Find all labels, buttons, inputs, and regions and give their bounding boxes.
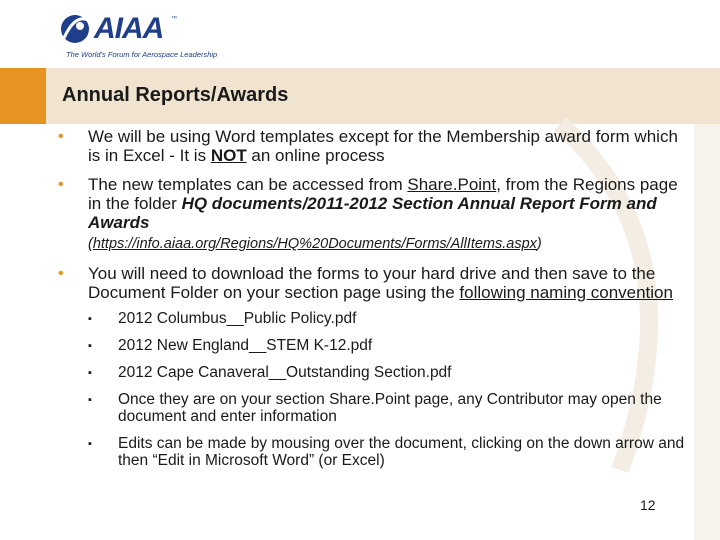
bullet-text: , from the Regions page in the folder [88, 175, 678, 213]
page-number: 12 [640, 497, 656, 513]
square-bullet-icon: ▪ [88, 313, 92, 325]
sharepoint-url-link[interactable]: https://info.aiaa.org/Regions/HQ%20Documents/Forms/AllItems.aspx [92, 236, 537, 252]
bullet-sharepoint [58, 175, 688, 254]
square-bullet-icon: ▪ [88, 394, 92, 406]
bullet-text: You will need to download the forms to your hard drive and then save to the Document Folder on your section page using the [88, 264, 656, 302]
title-band [46, 68, 720, 124]
list-item [58, 391, 688, 425]
list-item-text: 2012 New England__STEM K-12.pdf [118, 337, 373, 354]
slide-content [58, 127, 688, 479]
paren-open: ( [88, 236, 93, 252]
list-item-text: Edits can be made by mousing over the document, clicking on the down arrow and then “Edit in Microsoft Word” (or Excel) [118, 435, 685, 469]
bullet-text: The new templates can be accessed from [88, 175, 408, 194]
folder-path: HQ documents/2011-2012 Section Annual Report Form and Awards [88, 194, 657, 232]
bullet-text: We will be using Word templates except for the Membership award form which is in Excel - It is [88, 127, 678, 165]
naming-list [58, 310, 688, 469]
list-item [58, 435, 688, 469]
list-item-text: 2012 Cape Canaveral__Outstanding Section.pdf [118, 364, 452, 381]
square-bullet-icon: ▪ [88, 367, 92, 379]
logo-swoosh-icon [58, 12, 92, 46]
paren-close: ) [536, 236, 542, 252]
aiaa-logo [58, 10, 218, 59]
list-item [58, 337, 688, 354]
bullet-templates [58, 127, 688, 165]
logo-tagline: The World's Forum for Aerospace Leadership [66, 50, 218, 59]
list-item-text: 2012 Columbus__Public Policy.pdf [118, 310, 357, 327]
bullet-text: an online process [246, 146, 385, 165]
list-item-text: Once they are on your section Share.Point page, any Contributor may open the document and enter information [118, 391, 662, 425]
square-bullet-icon: ▪ [88, 438, 92, 450]
bullet-dot-icon: • [58, 265, 64, 282]
emphasis-not: NOT [210, 146, 247, 165]
decorative-strip [694, 124, 720, 540]
slide-title: Annual Reports/Awards [62, 84, 289, 106]
bullet-download [58, 264, 688, 302]
bullet-dot-icon: • [58, 128, 64, 145]
bullet-dot-icon: • [58, 176, 64, 193]
list-item [58, 310, 688, 327]
url-line [88, 235, 688, 254]
naming-convention-text: following naming convention [459, 283, 673, 302]
logo-wordmark: AIAA [94, 12, 164, 45]
title-bar [0, 68, 720, 124]
sharepoint-link[interactable]: Share.Point [407, 175, 497, 194]
square-bullet-icon: ▪ [88, 340, 92, 352]
trademark-mark: ™ [171, 16, 177, 22]
list-item [58, 364, 688, 381]
